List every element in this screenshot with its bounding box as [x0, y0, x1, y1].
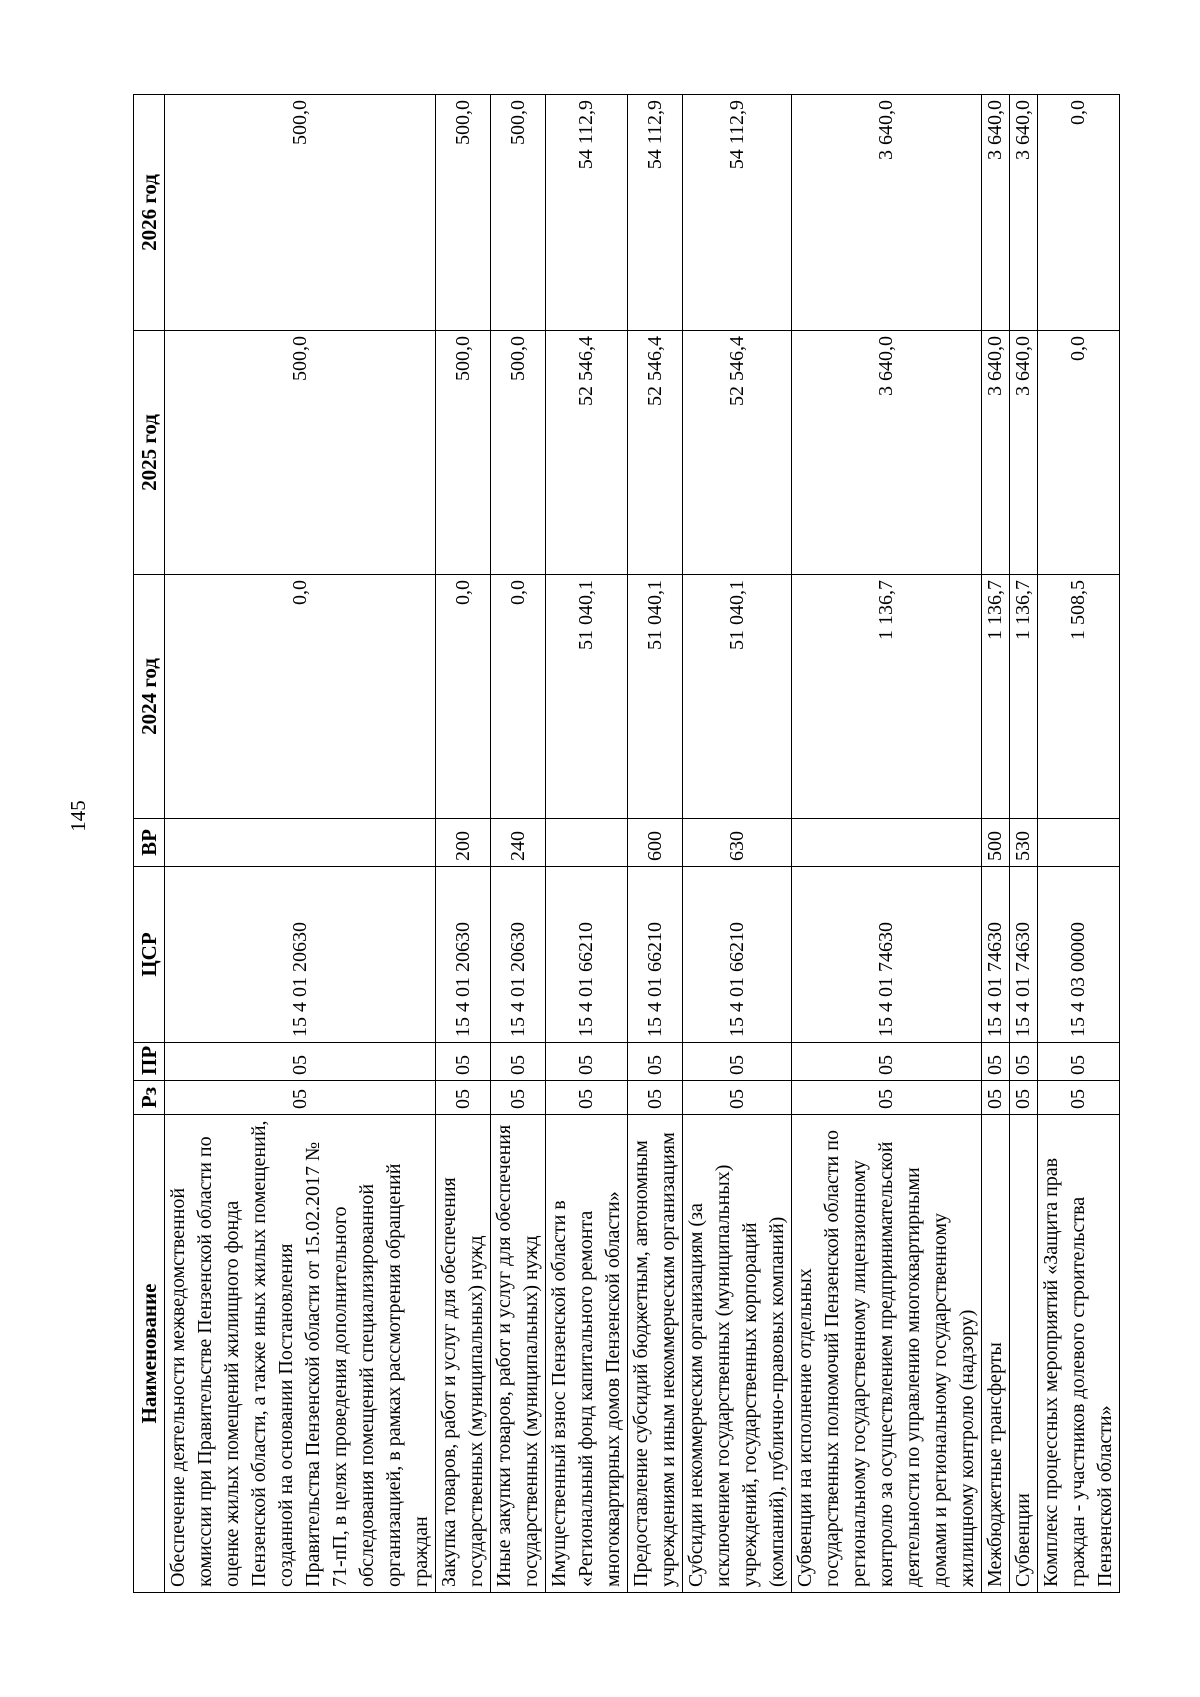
row-vr: [165, 819, 436, 867]
row-2024: 51 040,1: [683, 575, 792, 819]
row-csr: 15 4 01 66210: [683, 867, 792, 1043]
row-2026: 500,0: [491, 95, 546, 331]
row-2025: 3 640,0: [792, 331, 982, 575]
row-2026: 54 112,9: [628, 95, 683, 331]
row-pr: 05: [792, 1043, 982, 1081]
row-2026: 3 640,0: [982, 95, 1010, 331]
row-csr: 15 4 01 66210: [546, 867, 628, 1043]
row-2026: 500,0: [165, 95, 436, 331]
row-2024: 0,0: [491, 575, 546, 819]
row-name: Субсидии некоммерческим организациям (за исключением государственных (муниципальных) учреждений, государственных корпораций (компаний), публично-правовых компаний): [683, 1115, 792, 1593]
row-2025: 500,0: [165, 331, 436, 575]
row-name: Закупка товаров, работ и услуг для обеспечения государственных (муниципальных) нужд: [436, 1115, 491, 1593]
header-2024: 2024 год: [134, 575, 165, 819]
row-pr: 05: [546, 1043, 628, 1081]
table-row: [436, 95, 491, 1593]
row-vr: 530: [1010, 819, 1038, 867]
table-row: [792, 95, 982, 1593]
row-2025: 500,0: [491, 331, 546, 575]
header-rz: Рз: [134, 1081, 165, 1115]
row-2024: 1 136,7: [792, 575, 982, 819]
header-2026: 2026 год: [134, 95, 165, 331]
row-vr: 630: [683, 819, 792, 867]
row-csr: 15 4 01 20630: [436, 867, 491, 1043]
row-pr: 05: [165, 1043, 436, 1081]
row-name: Межбюджетные трансферты: [982, 1115, 1010, 1593]
row-2024: 1 508,5: [1038, 575, 1120, 819]
row-pr: 05: [1038, 1043, 1120, 1081]
row-2025: 3 640,0: [982, 331, 1010, 575]
table-row: [628, 95, 683, 1593]
row-csr: 15 4 01 66210: [628, 867, 683, 1043]
page-number: 145: [66, 800, 90, 832]
row-name: Имущественный взнос Пензенской области в «Региональный фонд капитального ремонта многоквартирных домов Пензенской области»: [546, 1115, 628, 1593]
row-vr: 600: [628, 819, 683, 867]
row-name: Предоставление субсидий бюджетным, автономным учреждениям и иным некоммерческим организациям: [628, 1115, 683, 1593]
table-row: [491, 95, 546, 1593]
row-2025: 3 640,0: [1010, 331, 1038, 575]
row-2026: 54 112,9: [683, 95, 792, 331]
row-rz: 05: [165, 1081, 436, 1115]
row-2025: 52 546,4: [628, 331, 683, 575]
row-csr: 15 4 03 00000: [1038, 867, 1120, 1043]
row-rz: 05: [546, 1081, 628, 1115]
row-2025: 500,0: [436, 331, 491, 575]
row-name: Субвенции на исполнение отдельных государственных полномочий Пензенской области по региональному государственному лицензионному контролю за осуществлением предпринимательской деятельности по управлению многоквартирными домами и региональному государственному жилищному контролю (надзору): [792, 1115, 982, 1593]
row-2024: 0,0: [436, 575, 491, 819]
row-rz: 05: [491, 1081, 546, 1115]
row-2025: 0,0: [1038, 331, 1120, 575]
row-rz: 05: [683, 1081, 792, 1115]
row-2026: 3 640,0: [792, 95, 982, 331]
row-pr: 05: [491, 1043, 546, 1081]
row-name: Обеспечение деятельности межведомственной комиссии при Правительстве Пензенской области по оценке жилых помещений жилищного фонда Пензенской области, а также иных жилых помещений, созданной на основании Постановления Правительства Пензенской области от 15.02.2017 № 71-пП, в целях проведения дополнительного обследования помещений специализированной организацией, в рамках рассмотрения обращений граждан: [165, 1115, 436, 1593]
row-vr: [792, 819, 982, 867]
row-rz: 05: [628, 1081, 683, 1115]
row-vr: [1038, 819, 1120, 867]
budget-table: [133, 94, 1120, 1593]
row-csr: 15 4 01 74630: [1010, 867, 1038, 1043]
row-pr: 05: [436, 1043, 491, 1081]
row-2024: 1 136,7: [982, 575, 1010, 819]
row-csr: 15 4 01 74630: [792, 867, 982, 1043]
row-pr: 05: [628, 1043, 683, 1081]
row-2026: 500,0: [436, 95, 491, 331]
row-2024: 0,0: [165, 575, 436, 819]
row-2025: 52 546,4: [546, 331, 628, 575]
table-row: [546, 95, 628, 1593]
table-row: [1038, 95, 1120, 1593]
row-2025: 52 546,4: [683, 331, 792, 575]
row-pr: 05: [683, 1043, 792, 1081]
row-vr: 240: [491, 819, 546, 867]
table-header-row: [134, 95, 165, 1593]
row-csr: 15 4 01 74630: [982, 867, 1010, 1043]
row-rz: 05: [436, 1081, 491, 1115]
header-name: Наименование: [134, 1115, 165, 1593]
row-2026: 3 640,0: [1010, 95, 1038, 331]
row-name: Комплекс процессных мероприятий «Защита прав граждан - участников долевого строительства Пензенской области»: [1038, 1115, 1120, 1593]
row-rz: 05: [792, 1081, 982, 1115]
row-vr: 500: [982, 819, 1010, 867]
row-2024: 51 040,1: [546, 575, 628, 819]
header-2025: 2025 год: [134, 331, 165, 575]
row-2024: 51 040,1: [628, 575, 683, 819]
table-row: [683, 95, 792, 1593]
row-pr: 05: [982, 1043, 1010, 1081]
row-2026: 54 112,9: [546, 95, 628, 331]
row-name: Иные закупки товаров, работ и услуг для обеспечения государственных (муниципальных) нужд: [491, 1115, 546, 1593]
row-rz: 05: [1038, 1081, 1120, 1115]
row-name: Субвенции: [1010, 1115, 1038, 1593]
row-pr: 05: [1010, 1043, 1038, 1081]
row-csr: 15 4 01 20630: [165, 867, 436, 1043]
header-pr: ПР: [134, 1043, 165, 1081]
budget-table-rotated: [133, 95, 1116, 1593]
row-csr: 15 4 01 20630: [491, 867, 546, 1043]
table-row: [165, 95, 436, 1593]
row-rz: 05: [1010, 1081, 1038, 1115]
row-rz: 05: [982, 1081, 1010, 1115]
table-row: [1010, 95, 1038, 1593]
row-2024: 1 136,7: [1010, 575, 1038, 819]
row-vr: [546, 819, 628, 867]
header-csr: ЦСР: [134, 867, 165, 1043]
table-row: [982, 95, 1010, 1593]
header-vr: ВР: [134, 819, 165, 867]
row-vr: 200: [436, 819, 491, 867]
row-2026: 0,0: [1038, 95, 1120, 331]
